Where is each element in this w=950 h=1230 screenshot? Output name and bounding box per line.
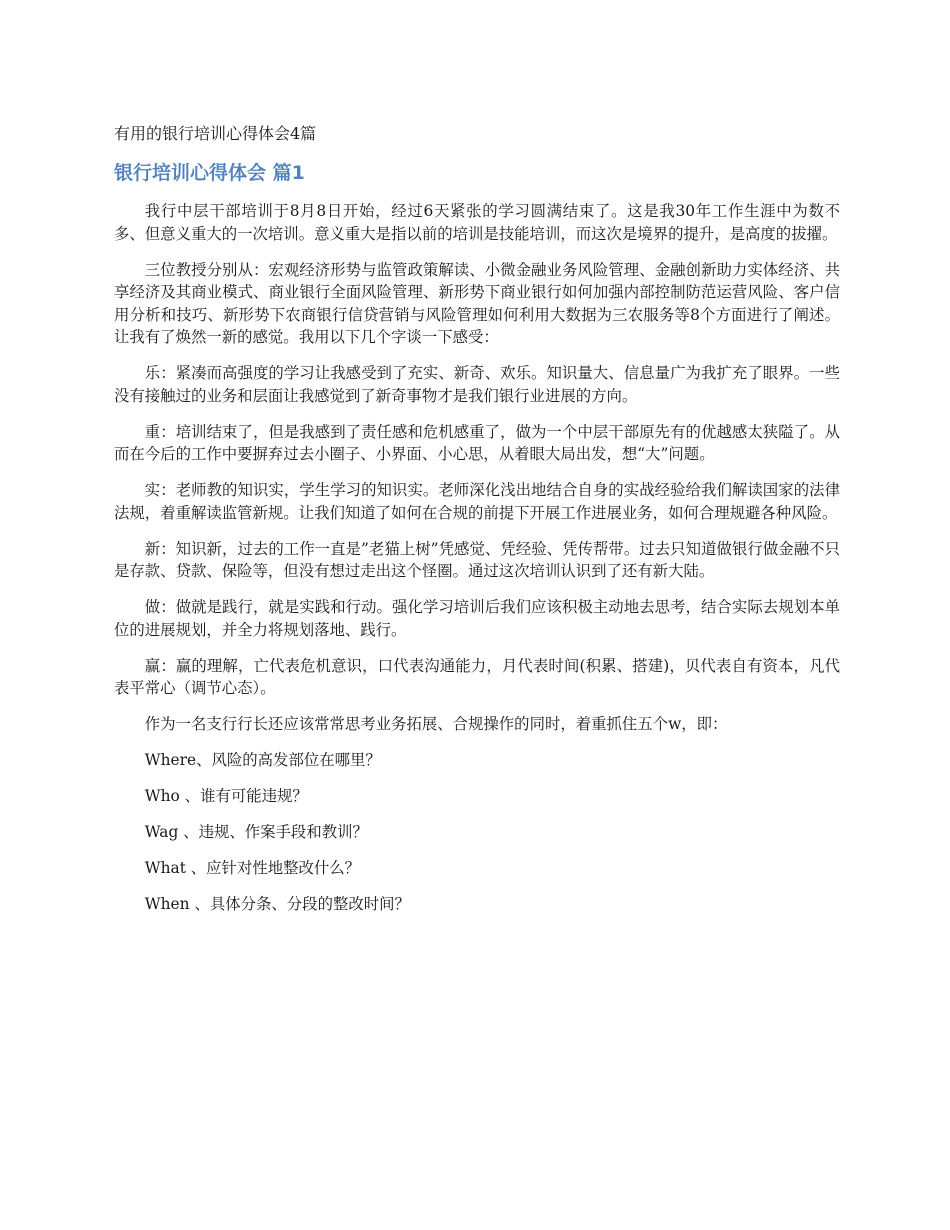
list-item-wag: Wag 、违规、作案手段和教训？ xyxy=(144,823,368,841)
paragraph-le: 乐：紧凑而高强度的学习让我感受到了充实、新奇、欢乐。知识量大、信息量广为我扩充了眼界。一些没有接触过的业务和层面让我感觉到了新奇事物才是我们银行业进展的方向。 xyxy=(114,364,840,405)
paragraph-ying: 赢：赢的理解，亡代表危机意识，口代表沟通能力，月代表时间(积累、搭建)，贝代表自有资本，凡代表平常心（调节心态）。 xyxy=(114,656,840,697)
paragraph-zuo: 做：做就是践行，就是实践和行动。强化学习培训后我们应该积极主动地去思考，结合实际去规划本单位的进展规划，并全力将规划落地、践行。 xyxy=(114,598,840,639)
paragraph-shi: 实：老师教的知识实，学生学习的知识实。老师深化浅出地结合自身的实战经验给我们解读国家的法律法规，着重解读监管新规。让我们知道了如何在合规的前提下开展工作进展业务，如何合理规避各种风险。 xyxy=(114,481,840,522)
list-item-where: Where、风险的高发部位在哪里？ xyxy=(144,751,381,769)
document-title: 有用的银行培训心得体会4篇 xyxy=(114,124,317,143)
paragraph-five-w: 作为一名支行行长还应该常常思考业务拓展、合规操作的同时，着重抓住五个w，即： xyxy=(144,715,728,733)
paragraph-professors: 三位教授分别从：宏观经济形势与监管政策解读、小微金融业务风险管理、金融创新助力实体经济、共享经济及其商业模式、商业银行全面风险管理、新形势下商业银行如何加强内部控制防范运营风险、客户信用分析和技巧、新形势下农商银行信贷营销与风险管理如何利用大数据为三农服务等8个方面进行了阐述。让我有了焕然一新的感觉。我用以下几个字谈一下感受： xyxy=(114,260,840,346)
section-heading: 银行培训心得体会 篇1 xyxy=(114,162,305,184)
list-item-when: When 、具体分条、分段的整改时间？ xyxy=(144,895,410,913)
list-item-who: Who 、谁有可能违规？ xyxy=(144,787,308,805)
list-item-what: What 、应针对性地整改什么？ xyxy=(144,859,361,877)
document-page xyxy=(114,122,840,929)
paragraph-xin: 新：知识新，过去的工作一直是”老猫上树”凭感觉、凭经验、凭传帮带。过去只知道做银行做金融不只是存款、贷款、保险等，但没有想过走出这个怪圈。通过这次培训认识到了还有新大陆。 xyxy=(114,539,840,580)
paragraph-zhong: 重：培训结束了，但是我感到了责任感和危机感重了，做为一个中层干部原先有的优越感太狭隘了。从而在今后的工作中要摒弃过去小圈子、小界面、小心思，从着眼大局出发，想“大”问题。 xyxy=(114,422,840,463)
paragraph-intro: 我行中层干部培训于8月8日开始，经过6天紧张的学习圆满结束了。这是我30年工作生涯中为数不多、但意义重大的一次培训。意义重大是指以前的培训是技能培训，而这次是境界的提升，是高度的拔擢。 xyxy=(114,202,840,243)
